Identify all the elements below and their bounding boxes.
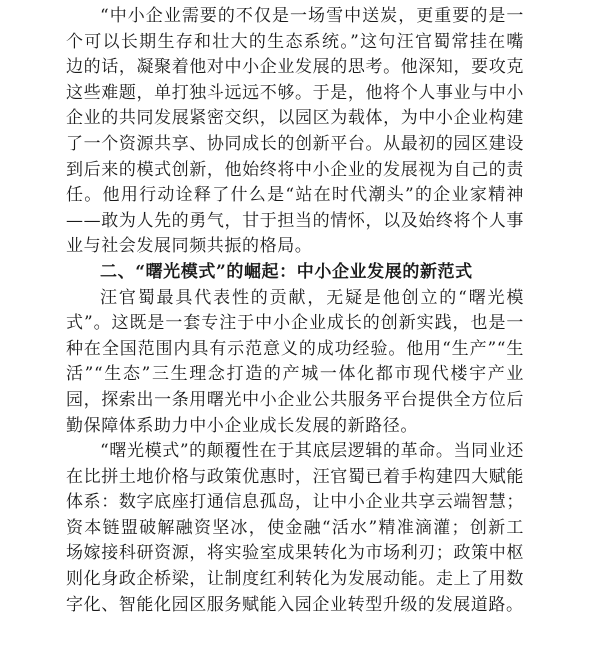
- document-page: [66, 4, 524, 618]
- paragraph-empowerment-systems: “曙光模式”的颠覆性在于其底层逻辑的革命。当同业还在比拼土地价格与政策优惠时，汪官蜀已着手构建四大赋能体系：数字底座打通信息孤岛，让中小企业共享云端智慧；资本链盟破解融资坚冰，使金融“活水”精准滴灌；创新工场嫁接科研资源，将实验室成果转化为市场利刃；政策中枢则化身政企桥梁，让制度红利转化为发展动能。走上了用数字化、智能化园区服务赋能入园企业转型升级的发展道路。: [66, 441, 524, 615]
- section-heading: 二、“曙光模式”的崛起：中小企业发展的新范式: [100, 261, 473, 282]
- paragraph-ecosystem: “中小企业需要的不仅是一场雪中送炭，更重要的是一个可以长期生存和壮大的生态系统。”这句汪官蜀常挂在嘴边的话，凝聚着他对中小企业发展的思考。他深知，要攻克这些难题，单打独斗远远不够。于是，他将个人事业与中小企业的共同发展紧密交织，以园区为载体，为中小企业构建了一个资源共享、协同成长的创新平台。从最初的园区建设到后来的模式创新，他始终将中小企业的发展视为自己的责任。他用行动诠释了什么是“站在时代潮头”的企业家精神——敢为人先的勇气，甘于担当的情怀，以及始终将个人事业与社会发展同频共振的格局。: [66, 6, 524, 257]
- paragraph-shuguang-model: 汪官蜀最具代表性的贡献，无疑是他创立的“曙光模式”。这既是一套专注于中小企业成长的创新实践，也是一种在全国范围内具有示范意义的成功经验。他用“生产”“生活”“生态”三生理念打造的产城一体化都市现代楼宇产业园，探索出一条用曙光中小企业公共服务平台提供全方位后勤保障体系助力中小企业成长发展的新路径。: [66, 287, 524, 436]
